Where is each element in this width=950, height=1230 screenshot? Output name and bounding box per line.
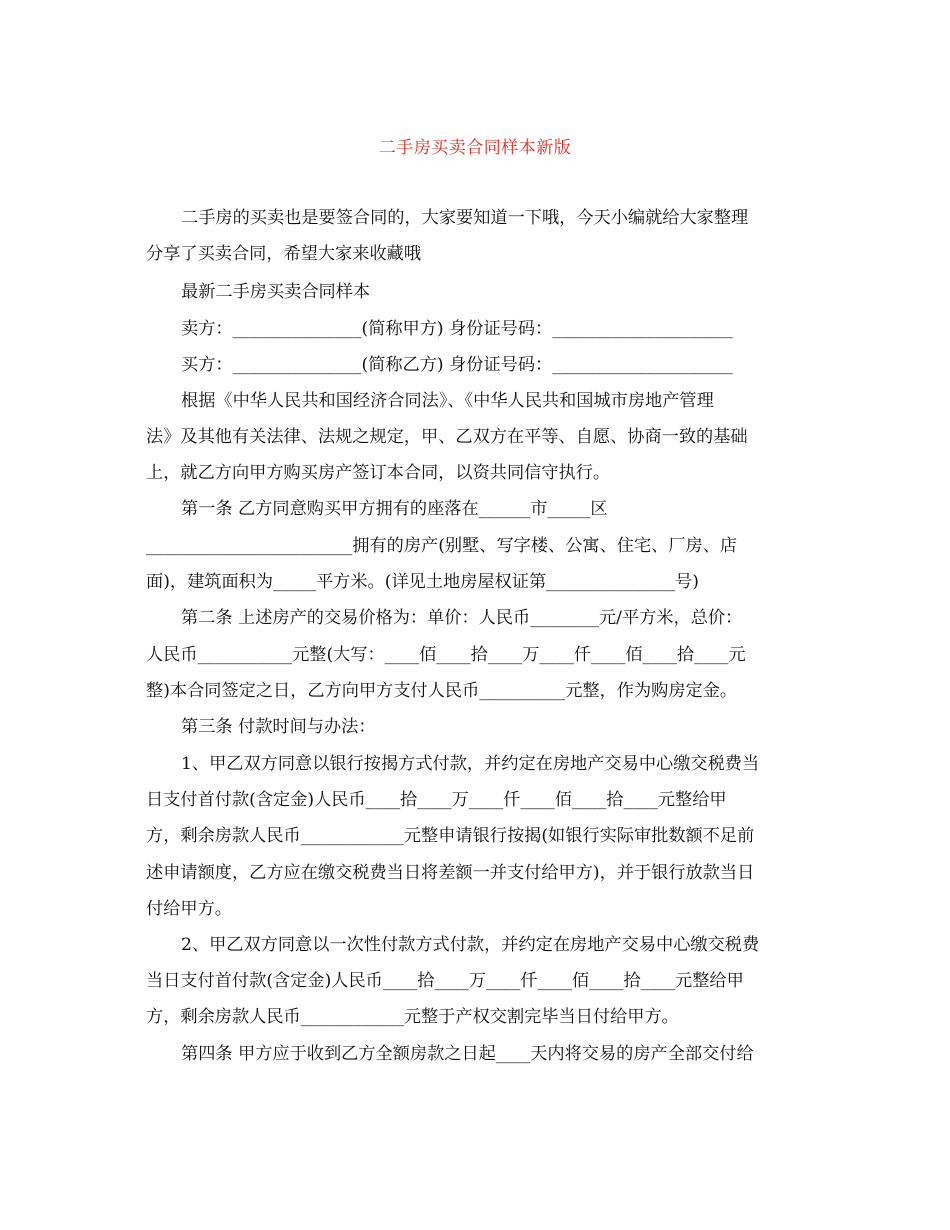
text-line: 法》及其他有关法律、法规之规定，甲、乙双方在平等、自愿、协商一致的基础 [146, 427, 748, 447]
text-line: 方，剩余房款人民币____________元整申请银行按揭(如银行实际审批数额不足前 [146, 826, 755, 846]
text-line: 付给甲方。 [146, 899, 232, 919]
text-line: 根据《中华人民共和国经济合同法》、《中华人民共和国城市房地产管理 [181, 391, 714, 411]
article-2-line: 第二条 上述房产的交易价格为：单价：人民币________元/平方米，总价： [181, 608, 743, 628]
article-4-line: 第四条 甲方应于收到乙方全额房款之日起____天内将交易的房产全部交付给 [181, 1044, 754, 1064]
text-line: 2、甲乙双方同意以一次性付款方式付款，并约定在房地产交易中心缴交税费 [181, 935, 760, 955]
text-line: 最新二手房买卖合同样本 [181, 282, 371, 302]
text-line: 当日支付首付款(含定金)人民币____拾____万____仟____佰____拾____元整给甲 [146, 971, 744, 991]
buyer-line: 买方：_______________(简称乙方) 身份证号码：_____________________ [181, 355, 733, 375]
document-title: 二手房买卖合同样本新版 [378, 138, 572, 158]
text-line: 面)，建筑面积为_____平方米。(详见土地房屋权证第_______________号) [146, 572, 699, 592]
text-line: ________________________拥有的房产(别墅、写字楼、公寓、住宅、厂房、店 [146, 536, 738, 556]
text-line: 述申请额度，乙方应在缴交税费当日将差额一并支付给甲方)，并于银行放款当日 [146, 863, 755, 883]
text-line: 二手房的买卖也是要签合同的，大家要知道一下哦，今天小编就给大家整理 [181, 208, 749, 228]
text-line: 日支付首付款(含定金)人民币____拾____万____仟____佰____拾____元整给甲 [146, 790, 727, 810]
text-line: 分享了买卖合同，希望大家来收藏哦 [146, 244, 422, 264]
article-3-line: 第三条 付款时间与办法： [181, 717, 376, 737]
seller-line: 卖方：_______________(简称甲方) 身份证号码：_____________________ [181, 319, 733, 339]
article-1-line: 第一条 乙方同意购买甲方拥有的座落在______市_____区 [181, 499, 608, 519]
text-line: 方，剩余房款人民币____________元整于产权交割完毕当日付给甲方。 [146, 1007, 679, 1027]
text-line: 上，就乙方向甲方购买房产签订本合同，以资共同信守执行。 [146, 463, 611, 483]
text-line: 1、甲乙双方同意以银行按揭方式付款，并约定在房地产交易中心缴交税费当 [181, 754, 760, 774]
text-line: 人民币___________元整(大写：____佰____拾____万____仟____佰____拾____元 [146, 645, 746, 665]
text-line: 整)本合同签定之日，乙方向甲方支付人民币__________元整，作为购房定金。 [146, 681, 738, 701]
